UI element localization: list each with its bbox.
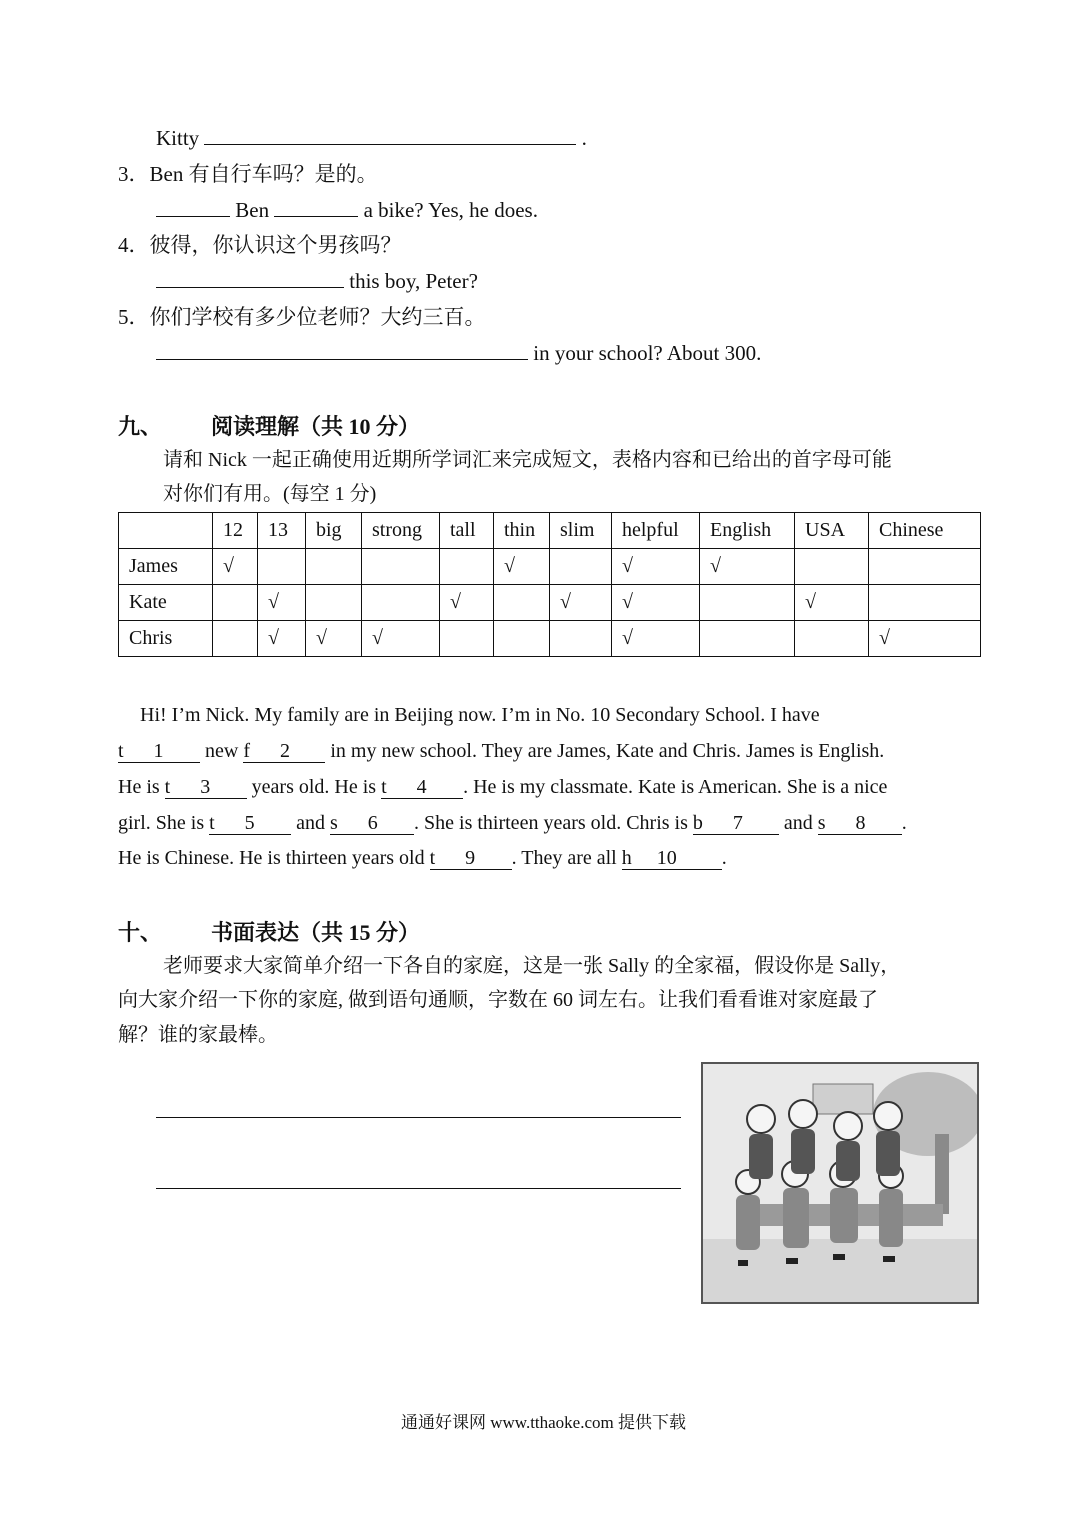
blank-9[interactable]: t 9 (430, 847, 512, 870)
blank-8[interactable]: s 8 (818, 812, 902, 835)
section10-instruction-end: 解？谁的家最棒。 (118, 1024, 278, 1046)
table-cell (494, 621, 550, 657)
blank-5[interactable]: t 5 (209, 812, 291, 835)
item5-answer-line: in your school? About 300. (156, 341, 761, 365)
table-header-cell: Chinese (869, 513, 981, 549)
section10-heading: 十、 书面表达（共 15 分） (118, 920, 421, 945)
section10-instruction: 老师要求大家简单介绍一下各自的家庭，这是一张 Sally 的全家福，假设你是 Sally， (163, 955, 901, 977)
table-cell (550, 621, 612, 657)
table-header-cell: tall (440, 513, 494, 549)
table-cell (362, 549, 440, 585)
table-cell (258, 549, 306, 585)
table-row (119, 549, 981, 585)
item5-question: 5．你们学校有多少位老师？大约三百。 (118, 305, 486, 329)
table-cell: √ (612, 549, 700, 585)
table-cell: √ (700, 549, 795, 585)
table-cell (795, 621, 869, 657)
section9-heading: 九、 阅读理解（共 10 分） (118, 414, 421, 439)
table-cell: √ (440, 585, 494, 621)
table-cell (306, 585, 362, 621)
table-cell: √ (213, 549, 258, 585)
table-cell: √ (612, 585, 700, 621)
table-header-cell: English (700, 513, 795, 549)
table-cell: √ (869, 621, 981, 657)
table-header-cell: USA (795, 513, 869, 549)
passage-line-4: girl. She is t 5 and s 6 . She is thirteen years old. Chris is b 7 and s 8 . (118, 812, 907, 834)
page-footer: 通通好课网 www.tthaoke.com 提供下载 (400, 1413, 687, 1432)
answer-blank[interactable] (156, 287, 344, 288)
table-cell: √ (258, 621, 306, 657)
table-row (119, 621, 981, 657)
table-cell (795, 549, 869, 585)
section9-instruction-cont: 对你们有用。(每空 1 分) (163, 483, 377, 505)
table-cell (700, 585, 795, 621)
table-cell (869, 549, 981, 585)
item2-answer-line: Kitty . (156, 126, 587, 150)
table-cell: √ (362, 621, 440, 657)
item4-answer-line: this boy, Peter? (156, 269, 478, 293)
table-header-row (119, 513, 981, 549)
table-cell: √ (306, 621, 362, 657)
item3-answer-line: Ben a bike? Yes, he does. (156, 198, 538, 222)
table-cell: √ (258, 585, 306, 621)
table-header-cell: big (306, 513, 362, 549)
table-cell: √ (494, 549, 550, 585)
blank-10[interactable]: h 10 (622, 847, 722, 870)
passage-line-5: He is Chinese. He is thirteen years old t 9 . They are all h 10 . (118, 847, 727, 869)
table-cell (440, 549, 494, 585)
table-cell (700, 621, 795, 657)
table-cell: √ (550, 585, 612, 621)
blank-2[interactable]: f 2 (243, 740, 325, 763)
item3-question: 3．Ben 有自行车吗？是的。 (118, 162, 378, 186)
info-table (118, 512, 981, 657)
passage-line-3: He is t 3 years old. He is t 4 . He is my classmate. Kate is American. She is a nice (118, 776, 888, 798)
answer-blank[interactable] (156, 359, 528, 360)
table-header-cell: slim (550, 513, 612, 549)
table-cell (550, 549, 612, 585)
table-header-cell: helpful (612, 513, 700, 549)
table-cell: James (119, 549, 213, 585)
blank-7[interactable]: b 7 (693, 812, 779, 835)
passage-line-2: t 1 new f 2 in my new school. They are James, Kate and Chris. James is English. (118, 740, 885, 762)
answer-blank[interactable] (274, 216, 358, 217)
table-header-cell: strong (362, 513, 440, 549)
table-cell: √ (612, 621, 700, 657)
section10-instruction-cont: 向大家介绍一下你的家庭, 做到语句通顺，字数在 60 词左右。让我们看看谁对家庭最了 (118, 989, 878, 1011)
section9-instruction: 请和 Nick 一起正确使用近期所学词汇来完成短文，表格内容和已给出的首字母可能 (163, 449, 892, 471)
table-cell (213, 621, 258, 657)
answer-blank[interactable] (204, 144, 576, 145)
table-cell (494, 585, 550, 621)
table-row (119, 585, 981, 621)
writing-line[interactable] (156, 1117, 681, 1118)
table-header-cell: 13 (258, 513, 306, 549)
blank-6[interactable]: s 6 (330, 812, 414, 835)
table-cell (869, 585, 981, 621)
writing-line[interactable] (156, 1188, 681, 1189)
table-header-cell: thin (494, 513, 550, 549)
table-cell: Kate (119, 585, 213, 621)
passage-line-1: Hi! I’m Nick. My family are in Beijing now. I’m in No. 10 Secondary School. I have (140, 704, 820, 726)
item4-question: 4．彼得，你认识这个男孩吗？ (118, 233, 402, 257)
table-cell (213, 585, 258, 621)
table-header-cell: 12 (213, 513, 258, 549)
blank-1[interactable]: t 1 (118, 740, 200, 763)
table-cell: √ (795, 585, 869, 621)
table-cell (362, 585, 440, 621)
table-cell: Chris (119, 621, 213, 657)
table-cell (306, 549, 362, 585)
blank-3[interactable]: t 3 (165, 776, 247, 799)
blank-4[interactable]: t 4 (381, 776, 463, 799)
family-photo-icon (703, 1064, 977, 1302)
family-photo-illustration (701, 1062, 979, 1304)
table-cell (440, 621, 494, 657)
answer-blank[interactable] (156, 216, 230, 217)
table-header-cell (119, 513, 213, 549)
